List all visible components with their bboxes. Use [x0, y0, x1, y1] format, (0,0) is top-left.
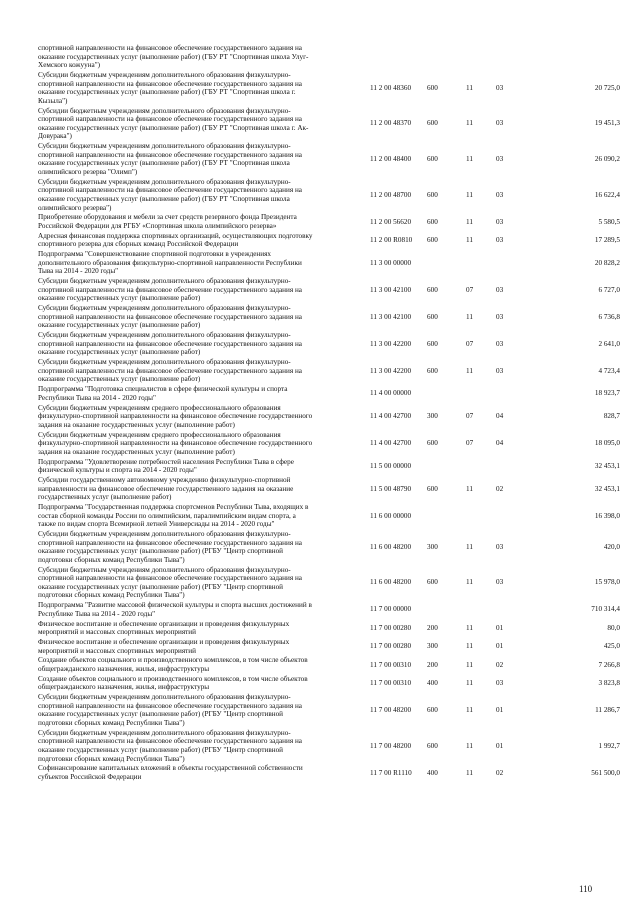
row-subsection: 03	[496, 190, 504, 199]
row-subsection: 03	[496, 236, 504, 245]
row-subsection: 03	[496, 119, 504, 128]
row-expense-type: 300	[427, 412, 438, 421]
row-description: Субсидии бюджетным учреждениям среднего профессионального образования физкультурно-спортивной направленности на финансовое обеспечение государственного задания на оказание государственных услуг (выполнение работ)	[38, 403, 313, 429]
row-code: 11 7 00 R1110	[370, 768, 412, 777]
row-expense-type: 600	[427, 706, 438, 715]
row-section: 11	[466, 768, 473, 777]
row-code: 11 6 00 48200	[370, 542, 412, 551]
page-number: 110	[579, 884, 593, 894]
row-description: Подпрограмма "Удовлетворение потребностей населения Республики Тыва в сфере физической культуры и спорта на 2014 - 2020 годы"	[38, 457, 294, 475]
table-row	[0, 142, 640, 176]
row-description: Физическое воспитание и обеспечение организации и проведения физкультурных мероприятий и массовых спортивных мероприятий	[38, 619, 290, 637]
row-description: Субсидии бюджетным учреждениям дополнительного образования физкультурно- спортивной направленности на финансовое обеспечение государственного задания на оказание государственных услуг (выполнение работ)	[38, 277, 303, 303]
row-subsection: 01	[496, 706, 504, 715]
row-subsection: 04	[496, 439, 504, 448]
row-section: 11	[466, 578, 473, 587]
table-row	[0, 404, 640, 430]
row-expense-type: 400	[427, 768, 438, 777]
row-subsection: 03	[496, 217, 504, 226]
table-row	[0, 729, 640, 763]
row-code: 11 2 00 R0810	[370, 236, 413, 245]
table-row	[0, 503, 640, 529]
row-sum: 425,0	[603, 642, 620, 651]
row-description: Создание объектов социального и производственного комплексов, в том числе объектов общегражданского назначения, жилья, инфраструктуры	[38, 656, 308, 673]
table-row	[0, 44, 640, 70]
table-row	[0, 675, 640, 692]
row-section: 11	[466, 679, 473, 688]
row-description: Приобретение оборудования и мебели за счет средств резервного фонда Президента Российской Федерации для РГБУ «Спортивная школа олимпийского резерва»	[38, 213, 297, 230]
row-sum: 16 398,0	[594, 511, 620, 520]
row-code: 11 3 00 42200	[370, 339, 412, 348]
row-description: Субсидии государственному автономному учреждению физкультурно-спортивной направленности на финансовое обеспечение государственного задания на оказание государственных услуг (выполнение работ)	[38, 476, 294, 502]
row-sum: 2 641,0	[598, 339, 620, 348]
row-sum: 828,7	[603, 412, 620, 421]
table-row	[0, 213, 640, 230]
row-code: 11 5 00 48790	[370, 484, 412, 493]
row-subsection: 04	[496, 412, 504, 421]
row-sum: 7 266,8	[598, 660, 620, 669]
row-description: Создание объектов социального и производственного комплексов, в том числе объектов общегражданского назначения, жилья, инфраструктуры	[38, 674, 308, 692]
row-code: 11 3 00 42100	[370, 285, 412, 294]
row-section: 07	[466, 339, 474, 348]
row-expense-type: 600	[427, 155, 438, 164]
row-subsection: 03	[496, 339, 504, 348]
row-code: 11 4 00 42700	[370, 439, 412, 448]
row-code: 11 2 00 48400	[370, 155, 412, 164]
row-expense-type: 600	[427, 312, 438, 321]
table-row	[0, 178, 640, 212]
row-sum: 561 500,0	[591, 768, 620, 777]
row-sum: 6 736,8	[598, 312, 620, 321]
row-description: Подпрограмма "Совершенствование спортивной подготовки в учреждениях дополнительного образования физкультурно-спортивной направленности Республики Тыва на 2014 - 2020 годы"	[38, 250, 302, 276]
row-expense-type: 600	[427, 217, 438, 226]
row-sum: 20 828,2	[594, 258, 620, 267]
row-sum: 4 723,4	[598, 366, 620, 375]
row-expense-type: 600	[427, 439, 438, 448]
row-sum: 11 286,7	[595, 706, 620, 715]
row-sum: 3 823,8	[598, 679, 620, 688]
table-row	[0, 71, 640, 105]
table-row	[0, 331, 640, 357]
row-code: 11 2 00 48700	[370, 190, 412, 199]
table-row	[0, 250, 640, 276]
row-expense-type: 600	[427, 119, 438, 128]
row-sum: 1 992,7	[598, 741, 620, 750]
table-row	[0, 764, 640, 781]
table-row	[0, 601, 640, 618]
table-row	[0, 304, 640, 330]
row-sum: 19 451,3	[594, 119, 620, 128]
row-sum: 32 453,1	[594, 461, 620, 470]
table-row	[0, 566, 640, 600]
table-row	[0, 431, 640, 457]
table-row	[0, 656, 640, 673]
row-section: 11	[466, 155, 473, 164]
row-expense-type: 400	[427, 679, 438, 688]
row-subsection: 03	[496, 679, 504, 688]
row-code: 11 3 00 00000	[370, 258, 412, 267]
row-description: Субсидии бюджетным учреждениям дополнительного образования физкультурно- спортивной направленности на финансовое обеспечение государственного задания на оказание государственных услуг (выполнение работ)	[38, 304, 303, 330]
row-section: 11	[466, 542, 473, 551]
row-sum: 6 727,0	[598, 285, 620, 294]
row-section: 11	[466, 190, 473, 199]
row-subsection: 03	[496, 285, 504, 294]
row-description: Субсидии бюджетным учреждениям дополнительного образования физкультурно- спортивной направленности на финансовое обеспечение государственного задания на оказание государственных услуг (выполнение работ)	[38, 331, 303, 357]
row-subsection: 03	[496, 312, 504, 321]
table-row	[0, 232, 640, 249]
row-expense-type: 600	[427, 190, 438, 199]
row-section: 11	[466, 642, 473, 651]
row-section: 07	[466, 285, 474, 294]
row-section: 07	[466, 412, 474, 421]
row-expense-type: 600	[427, 741, 438, 750]
row-description: Субсидии бюджетным учреждениям дополнительного образования физкультурно- спортивной направленности на финансовое обеспечение государственного задания на оказание государственных услуг (выполнение работ) (ГБУ РТ "Спортивная школа г. Кызыла")	[38, 71, 303, 105]
row-subsection: 03	[496, 578, 504, 587]
row-code: 11 6 00 48200	[370, 578, 412, 587]
row-expense-type: 600	[427, 285, 438, 294]
row-section: 11	[466, 217, 473, 226]
row-code: 11 4 00 00000	[370, 389, 412, 398]
table-row	[0, 107, 640, 141]
table-row	[0, 693, 640, 727]
row-subsection: 03	[496, 542, 504, 551]
row-subsection: 01	[496, 642, 504, 651]
row-description: Субсидии бюджетным учреждениям дополнительного образования физкультурно- спортивной направленности на финансовое обеспечение государственного задания на оказание государственных услуг (выполнение работ)	[38, 358, 303, 384]
row-description: Подпрограмма "Развитие массовой физической культуры и спорта высших достижений в Республике Тыва на 2014 - 2020 годы"	[38, 601, 312, 618]
row-expense-type: 300	[427, 642, 438, 651]
row-code: 11 2 00 56620	[370, 217, 412, 226]
row-subsection: 01	[496, 741, 504, 750]
row-expense-type: 300	[427, 542, 438, 551]
row-code: 11 5 00 00000	[370, 461, 412, 470]
row-code: 11 4 00 42700	[370, 412, 412, 421]
row-sum: 18 923,7	[594, 389, 620, 398]
row-description: Физическое воспитание и обеспечение организации и проведения физкультурных мероприятий и массовых спортивных мероприятий	[38, 638, 290, 655]
row-description: Субсидии бюджетным учреждениям дополнительного образования физкультурно- спортивной направленности на финансовое обеспечение государственного задания на оказание государственных услуг (выполнение работ) (РГБУ "Центр спортивной подготовки сборных команд Республики Тыва")	[38, 693, 303, 727]
row-sum: 26 090,2	[594, 155, 620, 164]
row-sum: 420,0	[603, 542, 620, 551]
row-description: Субсидии бюджетным учреждениям дополнительного образования физкультурно- спортивной направленности на финансовое обеспечение государственного задания на оказание государственных услуг (выполнение работ) (ГБУ РТ "Спортивная школа олимпийского резерва")	[38, 177, 303, 212]
table-row	[0, 620, 640, 637]
row-code: 11 7 00 00310	[370, 679, 412, 688]
row-expense-type: 200	[427, 623, 438, 632]
row-description: Субсидии бюджетным учреждениям дополнительного образования физкультурно- спортивной направленности на финансовое обеспечение государственного задания на оказание государственных услуг (выполнение работ) (РГБУ "Центр спортивной подготовки сборных команд Республики Тыва")	[38, 728, 303, 763]
row-code: 11 7 00 00280	[370, 642, 412, 651]
row-section: 11	[466, 484, 473, 493]
row-section: 11	[466, 83, 473, 92]
row-section: 11	[466, 236, 473, 245]
row-description: Адресная финансовая поддержка спортивных организаций, осуществляющих подготовку спортивного резерва для сборных команд Российской Федерации	[38, 231, 313, 249]
row-subsection: 02	[496, 660, 504, 669]
row-description: Софинансирование капитальных вложений в объекты государственной собственности субъектов Российской Федерации	[38, 764, 303, 781]
row-expense-type: 200	[427, 660, 438, 669]
row-section: 11	[466, 741, 473, 750]
row-description: Субсидии бюджетным учреждениям дополнительного образования физкультурно- спортивной направленности на финансовое обеспечение государственного задания на оказание государственных услуг (выполнение работ) (ГБУ РТ "Спортивная школа г. Ак- Довурака")	[38, 106, 309, 141]
row-subsection: 03	[496, 155, 504, 164]
row-expense-type: 600	[427, 366, 438, 375]
row-section: 11	[466, 623, 473, 632]
row-section: 07	[466, 439, 474, 448]
row-description: Подпрограмма "Подготовка специалистов в сфере физической культуры и спорта Республики Тыва на 2014 - 2020 годы"	[38, 385, 288, 402]
table-row	[0, 638, 640, 655]
row-code: 11 2 00 48370	[370, 119, 412, 128]
row-code: 11 7 00 00000	[370, 605, 412, 614]
table-row	[0, 277, 640, 303]
row-sum: 18 095,0	[594, 439, 620, 448]
row-sum: 80,0	[607, 623, 620, 632]
table-row	[0, 385, 640, 402]
row-sum: 32 453,1	[594, 484, 620, 493]
row-section: 11	[466, 312, 473, 321]
row-expense-type: 600	[427, 83, 438, 92]
row-subsection: 01	[496, 623, 504, 632]
row-code: 11 7 00 00280	[370, 623, 412, 632]
row-sum: 15 978,0	[594, 578, 620, 587]
row-code: 11 7 00 48200	[370, 741, 412, 750]
row-subsection: 02	[496, 484, 504, 493]
row-expense-type: 600	[427, 578, 438, 587]
row-code: 11 7 00 48200	[370, 706, 412, 715]
row-description: спортивной направленности на финансовое обеспечение государственного задания на оказание государственных услуг (выполнение работ) (ГБУ РТ "Спортивная школа Улуг- Хемского кожууна")	[38, 44, 309, 70]
table-row	[0, 358, 640, 384]
row-sum: 710 314,4	[591, 605, 620, 614]
row-section: 11	[466, 366, 473, 375]
row-description: Субсидии бюджетным учреждениям дополнительного образования физкультурно- спортивной направленности на финансовое обеспечение государственного задания на оказание государственных услуг (выполнение работ) (ГБУ РТ "Спортивная школа олимпийского резерва "Олимп")	[38, 142, 303, 176]
table-row	[0, 458, 640, 475]
row-expense-type: 600	[427, 236, 438, 245]
table-row	[0, 476, 640, 502]
row-subsection: 03	[496, 366, 504, 375]
row-sum: 16 622,4	[594, 190, 620, 199]
row-section: 11	[466, 119, 473, 128]
row-code: 11 2 00 48360	[370, 83, 412, 92]
row-expense-type: 600	[427, 339, 438, 348]
row-description: Субсидии бюджетным учреждениям дополнительного образования физкультурно- спортивной направленности на финансовое обеспечение государственного задания на оказание государственных услуг (выполнение работ) (РГБУ "Центр спортивной подготовки сборных команд Республики Тыва")	[38, 530, 303, 564]
row-code: 11 3 00 42200	[370, 366, 412, 375]
row-section: 11	[466, 660, 473, 669]
row-section: 11	[466, 706, 473, 715]
row-description: Субсидии бюджетным учреждениям среднего профессионального образования физкультурно-спортивной направленности на финансовое обеспечение государственного задания на оказание государственных услуг (выполнение работ)	[38, 430, 313, 456]
row-sum: 5 580,5	[598, 217, 620, 226]
row-code: 11 3 00 42100	[370, 312, 412, 321]
row-sum: 17 289,5	[594, 236, 620, 245]
table-row	[0, 530, 640, 564]
row-code: 11 6 00 00000	[370, 511, 412, 520]
row-expense-type: 600	[427, 484, 438, 493]
row-description: Подпрограмма "Государственная поддержка спортсменов Республики Тыва, входящих в состав сборной команды России по олимпийским, паралимпийским видам спорта, а также по видам спорта Всемирной летней Универсиады на 2014 - 2020 годы"	[38, 503, 309, 529]
row-sum: 20 725,0	[594, 83, 620, 92]
row-subsection: 02	[496, 768, 504, 777]
row-description: Субсидии бюджетным учреждениям дополнительного образования физкультурно- спортивной направленности на финансовое обеспечение государственного задания на оказание государственных услуг (выполнение работ) (РГБУ "Центр спортивной подготовки сборных команд Республики Тыва")	[38, 565, 303, 600]
row-subsection: 03	[496, 83, 504, 92]
row-code: 11 7 00 00310	[370, 660, 412, 669]
